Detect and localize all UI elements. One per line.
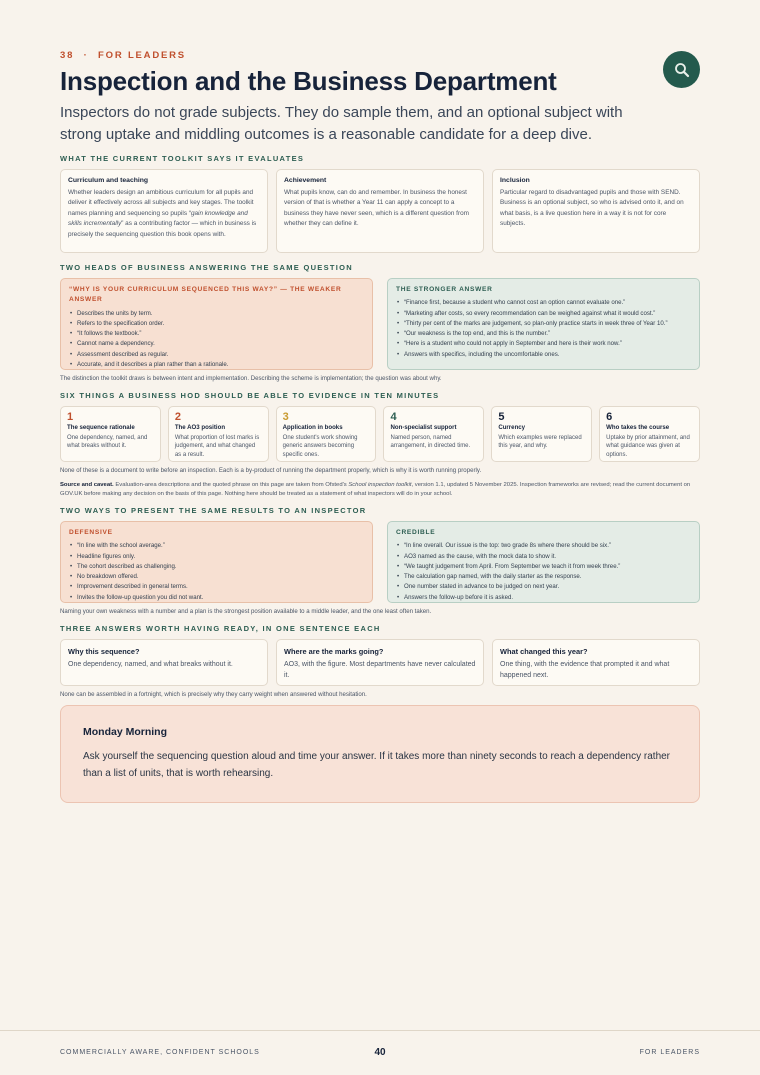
page-subtitle: Inspectors do not grade subjects. They do sample them, and an optional subject with strong uptake and middling outcomes is a reasonable candidate for a deep dive. — [60, 104, 623, 143]
toolkit-card — [276, 169, 484, 253]
evidence-number: 6 — [606, 411, 613, 423]
three-answers-heading: THREE ANSWERS WORTH HAVING READY, IN ONE SENTENCE EACH — [60, 624, 381, 633]
defensive-list — [69, 541, 364, 603]
list-item: • Refers to the specification order. — [77, 319, 364, 329]
card-body-text: Whether leaders design an ambitious curriculum for all pupils and deliver it effectively across all subjects and key stages. The toolkit names planning and sequencing so pupils “ — [68, 188, 254, 217]
weaker-answer-panel — [60, 278, 373, 370]
toolkit-card — [492, 169, 700, 253]
page-content — [60, 50, 700, 803]
two-heads-note: The distinction the toolkit draws is between intent and implementation. Describing the scheme is implementation; the question was about why. — [60, 375, 442, 382]
list-item: • Accurate, and it describes a plan rather than a rationale. — [77, 360, 364, 370]
toolkit-cards — [60, 169, 700, 253]
evidence-title: The sequence rationale — [67, 424, 135, 431]
toolkit-card — [60, 169, 268, 253]
present-note: Naming your own weakness with a number and a plan is the strongest position available to a middle leader, and the one least often taken. — [60, 608, 432, 615]
footer-page-number: 40 — [374, 1047, 386, 1058]
evidence-card — [383, 406, 484, 462]
card-title: What changed this year? — [500, 647, 588, 656]
evidence-body: What proportion of lost marks is judgement, and what changed as a result. — [174, 434, 260, 458]
defensive-panel — [60, 521, 373, 603]
source-title: School inspection toolkit — [348, 482, 412, 488]
six-things-note: None of these is a document to write before an inspection. Each is a by-product of running the department properly, which is why it is worth running properly. — [60, 467, 482, 474]
card-title: Where are the marks going? — [284, 647, 384, 656]
evidence-number: 1 — [67, 411, 74, 423]
list-item: • AO3 named as the cause, with the mock data to show it. — [404, 552, 691, 562]
answer-card — [492, 639, 700, 686]
list-item: • “It follows the textbook.” — [77, 329, 364, 339]
source-label: Source and caveat. — [60, 482, 114, 488]
answer-cards — [60, 639, 700, 686]
evidence-body: One student's work showing generic answers becoming specific ones. — [282, 434, 358, 458]
three-answers-note: None can be assembled in a fortnight, which is precisely why they carry weight when answered without hesitation. — [60, 691, 367, 698]
credible-list — [396, 541, 691, 603]
card-title: Inclusion — [500, 177, 530, 184]
card-body: What pupils know, can do and remember. In business the honest version of that is whether a Year 11 can apply a concept to a business they have never seen, which is a different question from whether they can define it. — [284, 188, 469, 227]
evidence-card — [599, 406, 700, 462]
two-heads-panels — [60, 278, 700, 370]
six-things-heading: SIX THINGS A BUSINESS HOD SHOULD BE ABLE TO EVIDENCE IN TEN MINUTES — [60, 391, 440, 400]
evidence-title: The AO3 position — [174, 424, 226, 431]
list-item: • Describes the units by term. — [77, 309, 364, 319]
list-item: • “Here is a student who could not apply in September and here is their work now.” — [404, 339, 691, 349]
evidence-card — [60, 406, 161, 462]
list-item: • Assessment described as regular. — [77, 350, 364, 360]
evidence-title: Non-specialist support — [390, 424, 457, 431]
evidence-cards — [60, 406, 700, 462]
kicker-separator: · — [83, 50, 89, 61]
two-heads-heading: TWO HEADS OF BUSINESS ANSWERING THE SAME QUESTION — [60, 263, 354, 272]
list-item: • “Finance first, because a student who cannot cost an option cannot evaluate one.” — [404, 298, 691, 308]
card-title: Why this sequence? — [68, 647, 140, 656]
panel-title: THE STRONGER ANSWER — [396, 286, 493, 293]
list-item: • No breakdown offered. — [77, 572, 364, 582]
card-body: One thing, with the evidence that prompted it and what happened next. — [500, 661, 670, 679]
evidence-number: 4 — [390, 411, 397, 423]
stronger-answer-panel — [387, 278, 700, 370]
evidence-body: Uptake by prior attainment, and what guidance was given at options. — [606, 434, 690, 458]
evidence-title: Currency — [498, 424, 526, 431]
list-item: • “Marketing after costs, so every recommendation can be weighed against what it would cost.” — [404, 309, 691, 319]
panel-title: “WHY IS YOUR CURRICULUM SEQUENCED THIS WAY?” — THE WEAKER ANSWER — [69, 286, 342, 304]
answer-card — [276, 639, 484, 686]
source-text-end: , version 1.1, updated 5 November 2025. Inspection frameworks are revised; read the current document on GOV.UK before making any decision on the basis of this page. Nothing here should be treated as a statement of what inspectors will do in your school. — [60, 482, 691, 497]
evidence-title: Application in books — [282, 424, 343, 431]
weaker-answer-list — [69, 309, 364, 371]
list-item: • Answers the follow-up before it is asked. — [404, 593, 691, 603]
list-item: • “Our weakness is the top end, and this is the number.” — [404, 329, 691, 339]
list-item: • Headline figures only. — [77, 552, 364, 562]
source-caveat — [60, 481, 700, 498]
evidence-number: 2 — [174, 411, 181, 423]
list-item: • One number stated in advance to be judged on next year. — [404, 582, 691, 592]
monday-text: Ask yourself the sequencing question aloud and time your answer. If it takes more than ninety seconds to reach a dependency rather than a list of units, that is worth rehearsing. — [83, 751, 671, 779]
evidence-number: 3 — [282, 411, 289, 423]
evidence-card — [276, 406, 377, 462]
card-body: One dependency, named, and what breaks without it. — [68, 661, 233, 668]
list-item: • “Thirty per cent of the marks are judgement, so plan-only practice starts in week three of Year 10.” — [404, 319, 691, 329]
list-item: • Answers with specifics, including the uncomfortable ones. — [404, 350, 691, 360]
list-item: • “In line overall. Our issue is the top: two grade 8s where there should be six.” — [404, 541, 691, 551]
list-item: • Invites the follow-up question you did not want. — [77, 593, 364, 603]
card-title: Achievement — [284, 177, 327, 184]
stronger-answer-list — [396, 298, 691, 360]
present-heading: TWO WAYS TO PRESENT THE SAME RESULTS TO AN INSPECTOR — [60, 506, 367, 515]
card-body: Particular regard to disadvantaged pupils and those with SEND. Business is an optional subject, so who is advised onto it, and on what basis, is a live question here in a way it is not for core subjects. — [500, 188, 684, 227]
page-number: 38 — [60, 50, 75, 61]
monday-morning-box — [60, 705, 700, 803]
page-title: Inspection and the Business Department — [60, 66, 557, 96]
list-item: • Improvement described in general terms. — [77, 582, 364, 592]
credible-panel — [387, 521, 700, 603]
card-body-quote: gain knowledge and skills incrementally — [68, 209, 248, 227]
footer-right: FOR LEADERS — [639, 1049, 700, 1056]
card-body-text-end: ” as a contributing factor — which in business is precisely the sequencing question this book opens with. — [68, 220, 257, 238]
evidence-card — [168, 406, 269, 462]
evidence-title: Who takes the course — [606, 424, 670, 431]
evidence-number: 5 — [498, 411, 505, 423]
footer-left: COMMERCIALLY AWARE, CONFIDENT SCHOOLS — [60, 1049, 260, 1056]
list-item: • “We taught judgement from April. From September we teach it from week three.” — [404, 562, 691, 572]
list-item: • The cohort described as challenging. — [77, 562, 364, 572]
list-item: • Cannot name a dependency. — [77, 339, 364, 349]
list-item: • The calculation gap named, with the daily starter as the response. — [404, 572, 691, 582]
evidence-body: One dependency, named, and what breaks without it. — [67, 434, 148, 449]
evidence-body: Which examples were replaced this year, and why. — [498, 434, 582, 449]
evidence-card — [491, 406, 592, 462]
card-body — [68, 188, 260, 241]
source-text: Evaluation-area descriptions and the quoted phrase on this page are taken from Ofsted's — [113, 482, 349, 488]
monday-title: Monday Morning — [83, 726, 167, 738]
page-footer — [0, 1030, 760, 1075]
kicker — [60, 50, 700, 61]
list-item: • “In line with the school average.” — [77, 541, 364, 551]
panel-title: DEFENSIVE — [69, 529, 113, 536]
card-body: AO3, with the figure. Most departments have never calculated it. — [284, 661, 476, 679]
toolkit-heading: WHAT THE CURRENT TOOLKIT SAYS IT EVALUATES — [60, 154, 305, 163]
panel-title: CREDIBLE — [396, 529, 436, 536]
section-label: FOR LEADERS — [98, 50, 186, 61]
answer-card — [60, 639, 268, 686]
card-title: Curriculum and teaching — [68, 177, 149, 184]
present-panels — [60, 521, 700, 603]
evidence-body: Named person, named arrangement, in directed time. — [390, 434, 471, 449]
